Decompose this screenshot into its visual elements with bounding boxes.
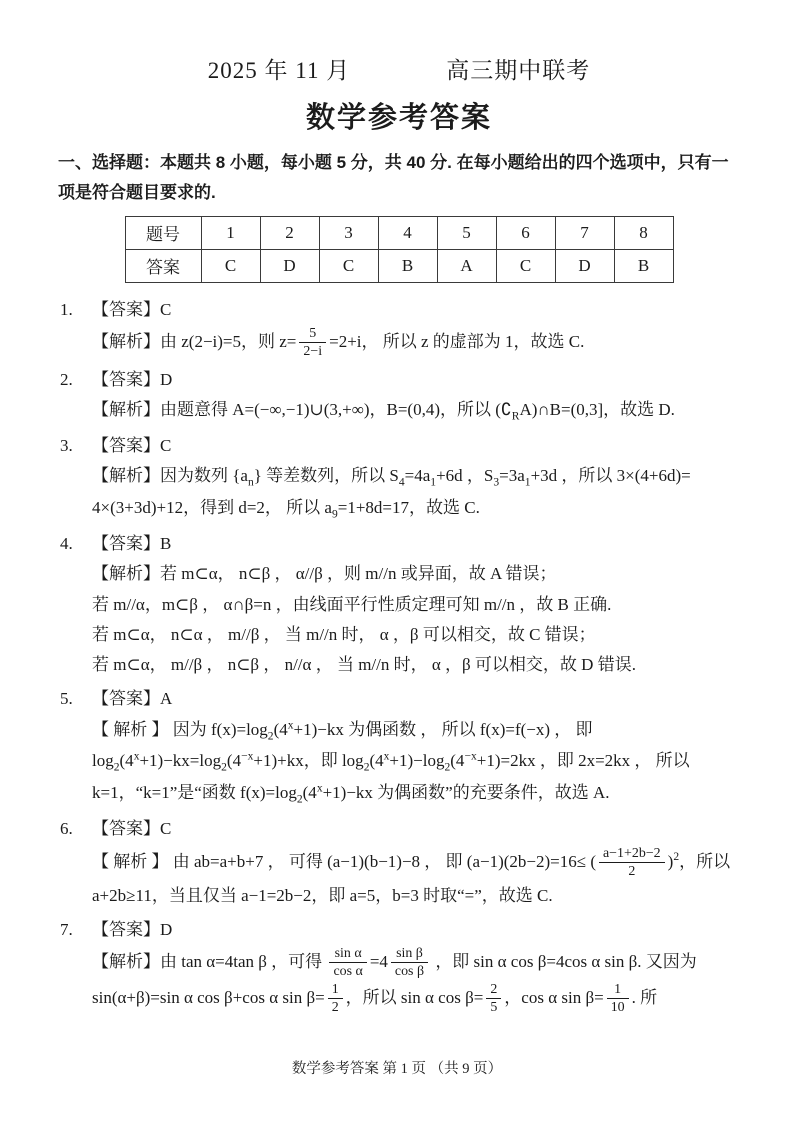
item-number: 5.: [60, 689, 73, 709]
item-number: 7.: [60, 919, 73, 939]
table-cell: 2: [260, 216, 319, 249]
table-row-numbers: [125, 216, 673, 249]
table-cell: 3: [319, 216, 378, 249]
table-cell-label: 答案: [125, 249, 201, 282]
item-analysis-line: 若 m⊂α， n⊂α ， m//β ， 当 m//n 时， α ，β 可以相交，故 C 错误；: [92, 624, 596, 644]
item-answer: 【答案】D: [92, 919, 173, 939]
item-analysis-line: 【 解析 】 因为 $f(x)=\log_2(4^x+1)-kx$ 为偶函数 ， 所以 f(x)=f(−x) ， 即 $\log_2(4^x+1)-kx=\log_2(4^{-x}+1)+kx$，即 $\log_2(4^x+1)-\log_2(4^{-x}+1)=2kx$ ，即 2x=2kx ， 所以 k=1，“k=1”是“函数 $f(x)=\log_2(4^x+1)-kx$ 为偶函数”的充要条件，故选 A.: [92, 717, 690, 806]
answer-items: [58, 295, 740, 1017]
table-cell: B: [378, 249, 437, 282]
table-cell: 5: [437, 216, 496, 249]
item-analysis-line: 【 解析 】 由 ab=a+b+7 ， 可得 (a−1)(b−1)−8 ， 即 (a−1)(2b−2)=16≤ ( $\frac{a-1+2b-2}{2}$ )$^2$，所以 a+2b≥11，当且仅当 a−1=2b−2，即 a=5，b=3 时取“=”，故选 C.: [92, 845, 731, 905]
table-cell: C: [201, 249, 260, 282]
item-analysis-line: 若 m⊂α， m//β ， n⊂β ， n//α ， 当 m//n 时， α ，β 可以相交，故 D 错误.: [92, 655, 636, 674]
answer-item-4: [58, 529, 740, 680]
table-cell: D: [555, 249, 614, 282]
item-answer: 【答案】C: [92, 819, 172, 839]
table-cell: C: [319, 249, 378, 282]
section-intro: 一、选择题：本题共 8 小题，每小题 5 分，共 40 分. 在每小题给出的四个选项中，只有一项是符合题目要求的.: [58, 153, 729, 202]
item-number: 2.: [60, 369, 73, 389]
table-row-answers: [125, 249, 673, 282]
exam-name: 高三期中联考: [446, 58, 591, 83]
answer-item-7: [58, 915, 740, 1017]
item-analysis-line: 【解析】因为数列 $\{a_n\}$ 等差数列，所以 $S_4=4a_1+6d$ ，$S_3=3a_1+3d$ ，所以 3×(4+6d)= 4×(3+3d)+12，得到 d=2， 所以 $a_9=1+8d=17$，故选 C.: [92, 466, 691, 521]
page-footer: 数学参考答案 第 1 页 （共 9 页）: [291, 1061, 503, 1077]
item-analysis-line: 【解析】由 tan α=4tan β ，可得 $\frac{\text{sin α}}{\text{cos α}}$ =4 $\frac{\text{sin β}}{\text{cos β}}$ ，即 sin α cos β=4cos α sin β. 又因为 sin(α+β)=sin α cos β+cos α sin β= $\frac{1}{2}$ ，所以 sin α cos β= $\frac{2}{5}$ ，cos α sin β= $\frac{1}{10}$ . 所: [92, 946, 697, 1016]
table-cell: B: [614, 249, 673, 282]
item-analysis-line: 若 m//α，m⊂β ， α∩β=n ，由线面平行性质定理可知 m//n ，故 B 正确.: [92, 594, 612, 614]
answer-item-5: [58, 684, 740, 810]
item-number: 4.: [60, 534, 73, 553]
table-cell: 1: [201, 216, 260, 249]
table-cell: 4: [378, 216, 437, 249]
item-answer: 【答案】A: [92, 689, 173, 709]
item-number: 6.: [60, 819, 73, 839]
header-line: [58, 52, 740, 85]
table-cell: C: [496, 249, 555, 282]
item-answer: 【答案】B: [92, 534, 172, 553]
table-cell: A: [437, 249, 496, 282]
item-analysis-line: 【解析】由 z(2−i)=5，则 z= $\frac{5}{2-i}$ =2+i， 所以 z 的虚部为 1，故选 C.: [92, 325, 585, 360]
answer-item-6: [58, 814, 740, 910]
item-answer: 【答案】C: [92, 435, 172, 455]
item-number: 3.: [60, 435, 73, 455]
table-cell: 8: [614, 216, 673, 249]
answer-item-2: [58, 365, 740, 427]
table-cell: 6: [496, 216, 555, 249]
table-cell-label: 题号: [125, 216, 201, 249]
table-cell: D: [260, 249, 319, 282]
page-title: 数学参考答案: [305, 102, 492, 134]
item-answer: 【答案】C: [92, 299, 172, 319]
answer-item-3: [58, 431, 740, 525]
exam-date: 2025 年 11 月: [207, 58, 351, 83]
table-cell: 7: [555, 216, 614, 249]
answer-table: [125, 216, 674, 283]
item-analysis-line: 【解析】由题意得 A=(−∞,−1)∪(3,+∞)，B=(0,4)，所以 $(∁_RA)\cap B=(0,3]$，故选 D.: [92, 399, 675, 423]
item-analysis-line: 【解析】若 m⊂α， n⊂β ， α//β ，则 m//n 或异面，故 A 错误；: [92, 564, 557, 584]
item-answer: 【答案】D: [92, 369, 173, 389]
item-number: 1.: [60, 299, 73, 319]
answer-item-1: [58, 295, 740, 361]
